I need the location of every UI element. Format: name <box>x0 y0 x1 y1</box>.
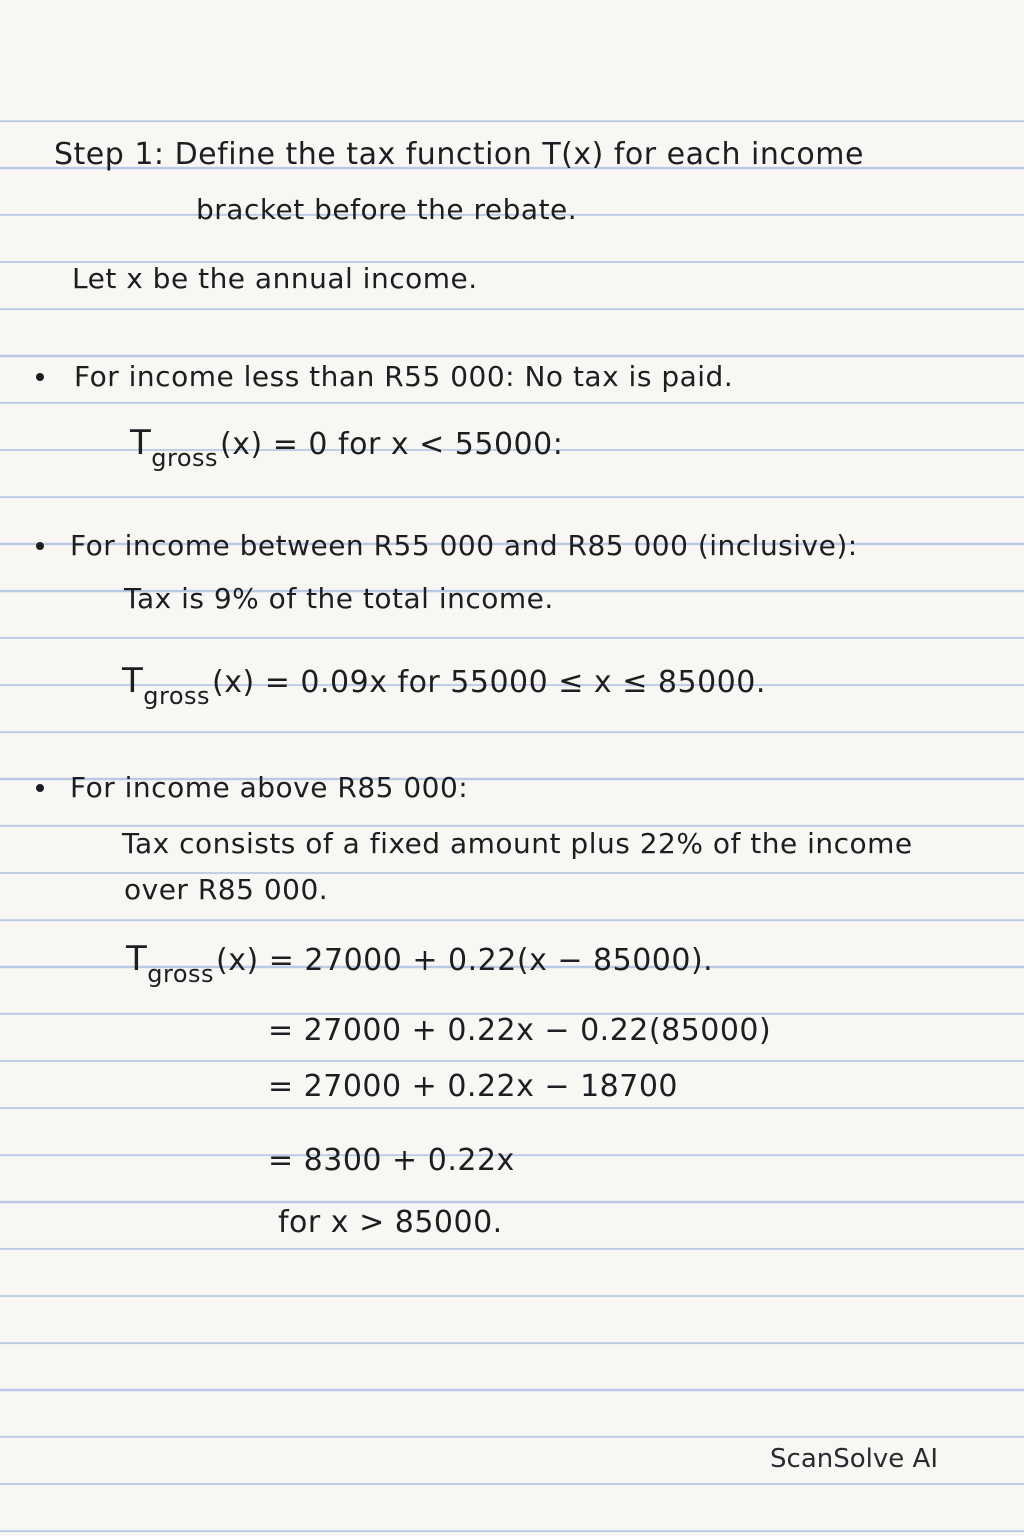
formula-T: T <box>130 423 152 463</box>
step-heading-line2: bracket before the rebate. <box>196 193 578 226</box>
formula-subscript: gross <box>147 960 215 988</box>
formula-rest: (x) = 0 for x < 55000: <box>220 427 564 462</box>
formula-rest: (x) = 27000 + 0.22(x − 85000). <box>216 943 714 978</box>
bracket1-title: For income less than R55 000: No tax is paid. <box>74 360 734 393</box>
formula-T: T <box>126 939 148 979</box>
bracket3-desc-line1: Tax consists of a fixed amount plus 22% of the income <box>122 827 913 860</box>
bracket2-desc: Tax is 9% of the total income. <box>124 582 554 615</box>
bracket2-title: For income between R55 000 and R85 000 (inclusive): <box>70 529 858 562</box>
formula-subscript: gross <box>143 682 211 710</box>
bracket3-step4: = 8300 + 0.22x <box>268 1143 515 1178</box>
formula-subscript: gross <box>151 444 219 472</box>
bracket3-step2: = 27000 + 0.22x − 0.22(85000) <box>268 1013 772 1048</box>
intro-text: Let x be the annual income. <box>72 262 478 295</box>
bracket2-formula <box>122 661 766 710</box>
bracket3-desc-line2: over R85 000. <box>124 873 329 906</box>
bracket3-title: For income above R85 000: <box>70 771 469 804</box>
bracket3-step3: = 27000 + 0.22x − 18700 <box>268 1069 679 1104</box>
step-heading-line1: Step 1: Define the tax function T(x) for each income <box>54 137 864 172</box>
formula-rest: (x) = 0.09x for 55000 ≤ x ≤ 85000. <box>212 665 766 700</box>
watermark-text: ScanSolve AI <box>770 1444 938 1474</box>
bracket3-condition: for x > 85000. <box>278 1205 503 1240</box>
bullet-icon <box>36 373 44 381</box>
bullet-icon <box>36 784 44 792</box>
bracket1-formula <box>130 423 564 472</box>
formula-T: T <box>122 661 144 701</box>
bullet-icon <box>36 542 44 550</box>
bracket3-formula <box>126 939 714 988</box>
